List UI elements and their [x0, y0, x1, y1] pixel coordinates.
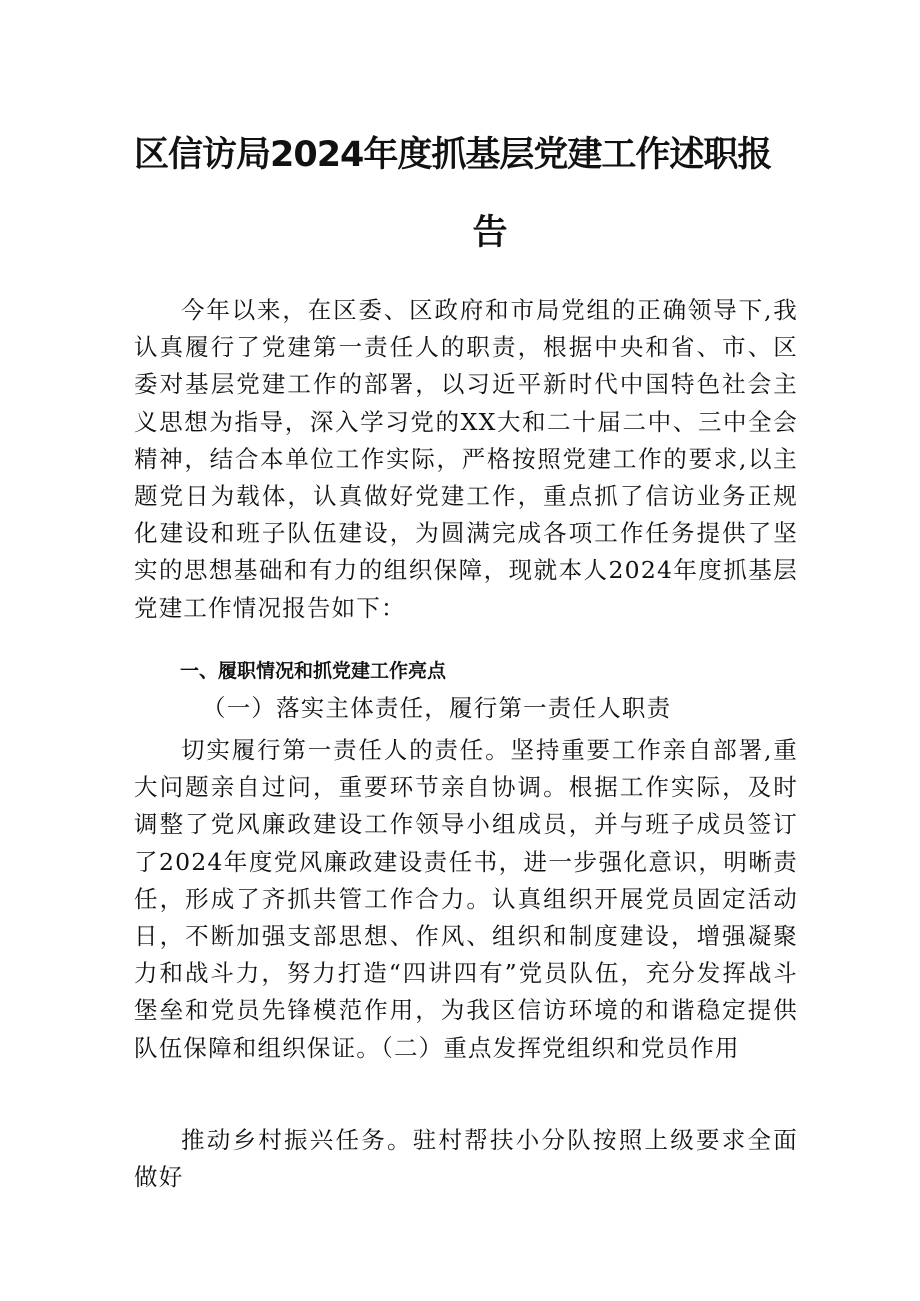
body-paragraph-3: 推动乡村振兴任务。驻村帮扶小分队按照上级要求全面做好 — [134, 1126, 798, 1192]
intro-paragraph: 今年以来，在区委、区政府和市局党组的正确领导下,我认真履行了党建第一责任人的职责，根据中央和省、市、区委对基层党建工作的部署，以习近平新时代中国特色社会主义思想为指导，深入学习党的XX大和二十届二中、三中全会精神，结合本单位工作实际，严格按照党建工作的要求,以主题党日为载体，认真做好党建工作，重点抓了信访业务正规化建设和班子队伍建设，为圆满完成各项工作任务提供了坚实的思想基础和有力的组织保障，现就本人2024年度抓基层党建工作情况报告如下： — [134, 296, 798, 622]
document-title-line1: 区信访局2024年度抓基层党建工作述职报 — [134, 135, 772, 175]
document-title-line2: 告 — [472, 213, 508, 253]
body-paragraph-2: 切实履行第一责任人的责任。坚持重要工作亲自部署,重大问题亲自过问，重要环节亲自协调。根据工作实际，及时调整了党风廉政建设工作领导小组成员，并与班子成员签订了2024年度党风廉政建设责任书，进一步强化意识，明晰责任，形成了齐抓共管工作合力。认真组织开展党员固定活动日，不断加强支部思想、作风、组织和制度建设，增强凝聚力和战斗力，努力打造“四讲四有”党员队伍，充分发挥战斗堡垒和党员先锋模范作用，为我区信访环境的和谐稳定提供队伍保障和组织保证。（二）重点发挥党组织和党员作用 — [134, 736, 798, 1062]
subsection-heading-1: （一）落实主体责任，履行第一责任人职责 — [202, 694, 672, 722]
section-heading-1: 一、履职情况和抓党建工作亮点 — [180, 660, 447, 682]
